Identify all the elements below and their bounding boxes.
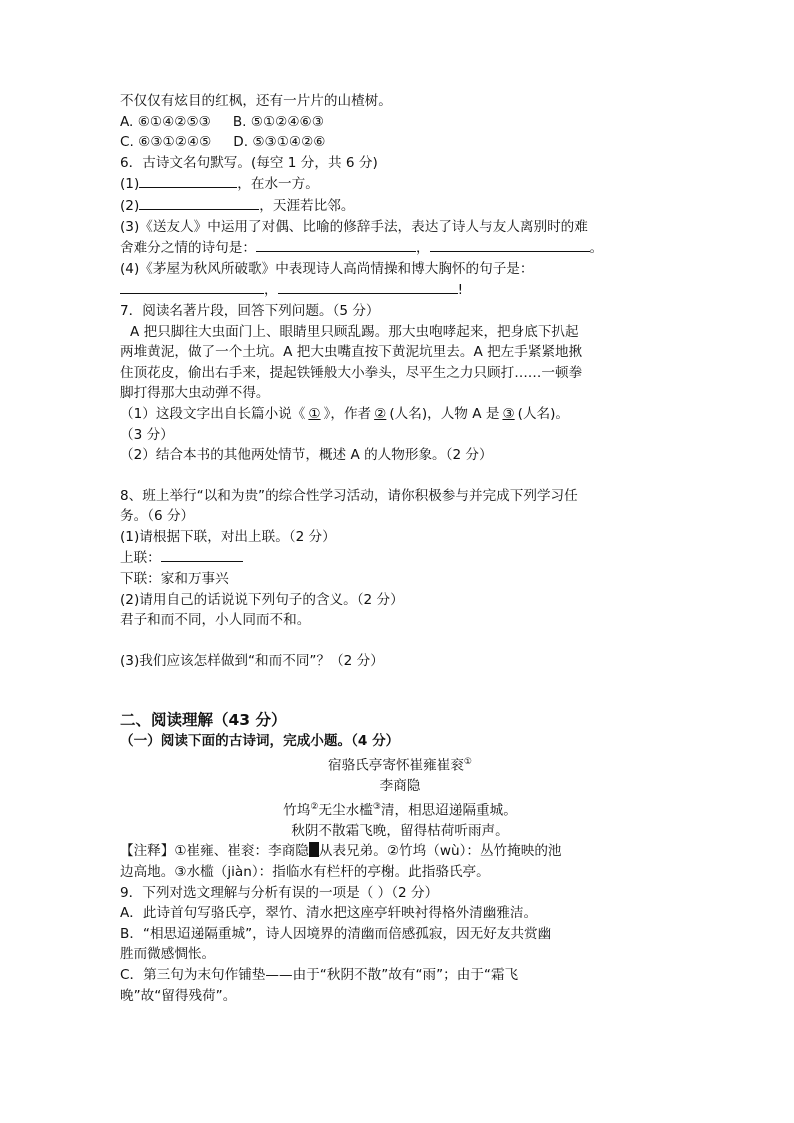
- q5-option-b: B. ⑤①②④⑥③: [232, 113, 324, 130]
- q7-blank-1[interactable]: ①: [308, 405, 321, 422]
- document-page: [120, 91, 680, 1006]
- q7-blank-3[interactable]: ③: [502, 405, 515, 422]
- q6-title: 6．古诗文名句默写。(每空 1 分，共 6 分): [120, 154, 378, 171]
- q6-blank-4a[interactable]: [120, 279, 264, 294]
- notes-line-1: 【注释】①崔雍、崔衮：李商隐 从表兄弟。②竹坞（wù）：丛竹掩映的池: [120, 843, 562, 860]
- q7-sub-1: （1）这段文字出自长篇小说《 ① 》，作者 ② (人名)，人物 A 是 ③ (人名)。: [120, 405, 570, 422]
- notes-line-2: 边高地。③水槛（jiàn）：指临水有栏杆的亭榭。此指骆氏亭。: [120, 864, 490, 881]
- q9-title: 9．下列对选文理解与分析有误的一项是（ ）（2 分）: [120, 884, 439, 901]
- q8-title-line-1: 8、班上举行“以和为贵”的综合性学习活动，请你积极参与并完成下列学习任: [120, 487, 578, 504]
- section-2-subheading: （一）阅读下面的古诗词，完成小题。（4 分）: [120, 733, 400, 750]
- poem-title: 宿骆氏亭寄怀崔雍崔衮①: [327, 757, 472, 774]
- q7-sub-2: （2）结合本书的其他两处情节，概述 A 的人物形象。（2 分）: [120, 447, 493, 464]
- q7-passage-line-3: 住顶花皮，偷出右手来，提起铁锤般大小拳头，尽平生之力只顾打……一顿拳: [120, 364, 583, 381]
- q9-option-a: A．此诗首句写骆氏亭，翠竹、清水把这座亭轩映衬得格外清幽雅洁。: [120, 905, 538, 922]
- poem-line-2: 秋阴不散霜飞晚，留得枯荷听雨声。: [291, 822, 509, 839]
- q9-option-c-line-1: C．第三句为末句作铺垫——由于“秋阴不散”故有“雨”；由于“霜飞: [120, 967, 519, 984]
- q8-sub-1: (1)请根据下联，对出上联。（2 分）: [120, 528, 336, 545]
- q6-item-2: (2) ，天涯若比邻。: [120, 195, 680, 217]
- q6-item-3-line-1: (3)《送友人》中运用了对偶、比喻的修辞手法，表达了诗人与友人离别时的难: [120, 218, 588, 235]
- q5-options-row-1: [120, 112, 680, 133]
- q7-passage-line-2: 两堆黄泥，做了一个土坑。A 把大虫嘴直按下黄泥坑里去。A 把左手紧紧地揪: [120, 344, 583, 361]
- q7-title: 7．阅读名著片段，回答下列问题。（5 分）: [120, 302, 380, 319]
- q7-sub-1-score: （3 分）: [120, 426, 174, 443]
- poem-line-1: 竹坞②无尘水槛③清，相思迢递隔重城。: [283, 801, 517, 819]
- q6-blank-3b[interactable]: [430, 237, 590, 252]
- q5-option-d: D. ⑤③①④②⑥: [233, 134, 326, 151]
- q7-passage-line-4: 脚打得那大虫动弹不得。: [120, 385, 270, 402]
- poem-author: 李商隐: [379, 778, 421, 795]
- q5-option-c: C. ⑥③①②④⑤: [120, 134, 212, 151]
- q6-item-3-line-2: 舍难分之情的诗句是： ， 。: [120, 237, 680, 259]
- q6-blank-4b[interactable]: [278, 279, 458, 294]
- q6-item-1: (1) ，在水一方。: [120, 173, 680, 195]
- q8-quote: 君子和而不同，小人同而不和。: [120, 612, 311, 629]
- q8-upper-couplet: 上联：: [120, 547, 680, 569]
- q9-option-b-line-2: 胜而微感惆怅。: [120, 946, 216, 963]
- continued-paragraph: 不仅仅有炫目的红枫，还有一片片的山楂树。: [120, 93, 392, 109]
- q8-sub-3: (3)我们应该怎样做到“和而不同”？（2 分）: [120, 652, 384, 669]
- q7-passage-line-1: A 把只脚往大虫面门上、眼睛里只顾乱踢。那大虫咆哮起来，把身底下扒起: [130, 323, 579, 340]
- q6-blank-2[interactable]: [139, 195, 259, 210]
- q6-blank-1[interactable]: [139, 173, 237, 188]
- q8-upper-blank[interactable]: [161, 547, 243, 562]
- q6-item-4-line-1: (4)《茅屋为秋风所破歌》中表现诗人高尚情操和博大胸怀的句子是：: [120, 260, 534, 277]
- q6-item-4-line-2: ， !: [120, 279, 680, 301]
- q8-lower-couplet: 下联：家和万事兴: [120, 571, 229, 588]
- q7-blank-2[interactable]: ②: [374, 405, 387, 422]
- redaction-block: [309, 842, 319, 857]
- q8-sub-2: (2)请用自己的话说说下列句子的含义。（2 分）: [120, 591, 404, 608]
- q5-options-row-2: [120, 132, 680, 153]
- q9-option-c-line-2: 晚”故“留得残荷”。: [120, 987, 237, 1004]
- q6-blank-3a[interactable]: [256, 237, 416, 252]
- q8-title-line-2: 务。（6 分）: [120, 508, 195, 525]
- q5-option-a: A. ⑥①④②⑤③: [120, 113, 211, 130]
- section-2-heading: 二、阅读理解（43 分）: [120, 711, 287, 730]
- q9-option-b-line-1: B．“相思迢递隔重城”，诗人因境界的清幽而倍感孤寂，因无好友共赏幽: [120, 925, 552, 942]
